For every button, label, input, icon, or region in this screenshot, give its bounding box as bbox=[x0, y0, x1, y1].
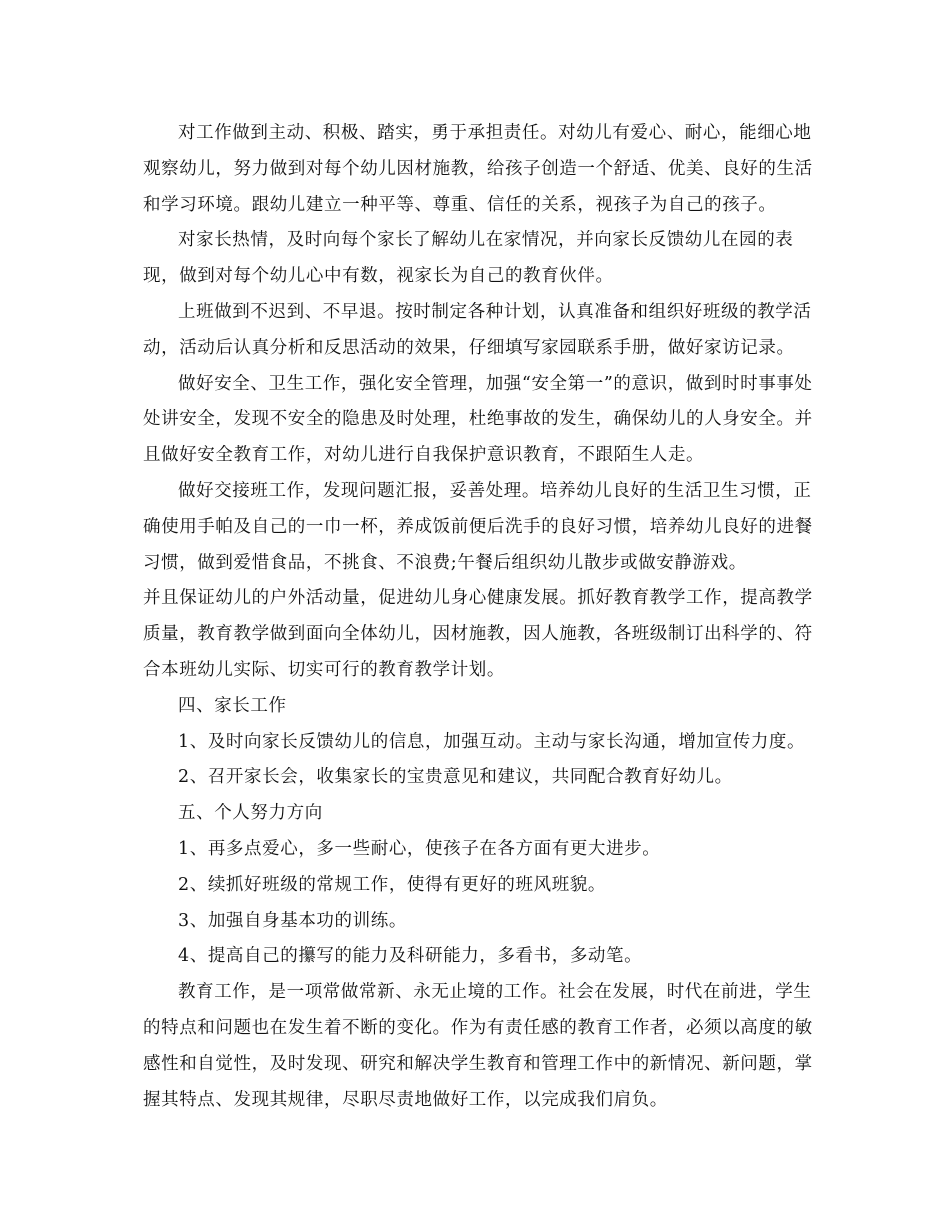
paragraph: 并且保证幼儿的户外活动量，促进幼儿身心健康发展。抓好教育教学工作，提高教学质量，教育教学做到面向全体幼儿，因材施教，因人施教，各班级制订出科学的、符合本班幼儿实际、切实可行的教育教学计划。 bbox=[143, 588, 813, 680]
list-item: 3、加强自身基本功的训练。 bbox=[178, 910, 407, 931]
list-item: 2、召开家长会，收集家长的宝贵意见和建议，共同配合教育好幼儿。 bbox=[178, 767, 733, 788]
paragraph: 对家长热情，及时向每个家长了解幼儿在家情况，并向家长反馈幼儿在园的表现，做到对每个幼儿心中有数，视家长为自己的教育伙伴。 bbox=[143, 230, 794, 287]
paragraph: 教育工作，是一项常做常新、永无止境的工作。社会在发展，时代在前进，学生的特点和问题也在发生着不断的变化。作为有责任感的教育工作者，必须以高度的敏感性和自觉性，及时发现、研究和解决学生教育和管理工作中的新情况、新问题，掌握其特点、发现其规律，尽职尽责地做好工作，以完成我们肩负。 bbox=[143, 982, 813, 1110]
paragraph: 做好交接班工作，发现问题汇报，妥善处理。培养幼儿良好的生活卫生习惯，正确使用手帕及自己的一巾一杯，养成饭前便后洗手的良好习惯，培养幼儿良好的进餐习惯，做到爱惜食品，不挑食、不浪费;午餐后组织幼儿散步或做安静游戏。 bbox=[143, 480, 813, 573]
section-heading: 四、家长工作 bbox=[178, 695, 287, 716]
section-heading: 五、个人努力方向 bbox=[178, 803, 323, 824]
document-body bbox=[143, 116, 823, 1118]
list-item: 4、提高自己的攥写的能力及科研能力，多看书，多动笔。 bbox=[178, 946, 643, 967]
list-item: 1、再多点爱心，多一些耐心，使孩子在各方面有更大进步。 bbox=[178, 838, 661, 859]
list-item: 2、续抓好班级的常规工作，使得有更好的班风班貌。 bbox=[178, 874, 607, 895]
paragraph: 对工作做到主动、积极、踏实，勇于承担责任。对幼儿有爱心、耐心，能细心地观察幼儿，努力做到对每个幼儿因材施教，给孩子创造一个舒适、优美、良好的生活和学习环境。跟幼儿建立一种平等、尊重、信任的关系，视孩子为自己的孩子。 bbox=[143, 123, 813, 215]
paragraph: 做好安全、卫生工作，强化安全管理，加强“安全第一”的意识，做到时时事事处处讲安全，发现不安全的隐患及时处理，杜绝事故的发生，确保幼儿的人身安全。并且做好安全教育工作，对幼儿进行自我保护意识教育，不跟陌生人走。 bbox=[143, 373, 813, 466]
list-item: 1、及时向家长反馈幼儿的信息，加强互动。主动与家长沟通，增加宣传力度。 bbox=[178, 731, 806, 752]
paragraph: 上班做到不迟到、不早退。按时制定各种计划，认真准备和组织好班级的教学活动，活动后认真分析和反思活动的效果，仔细填写家园联系手册，做好家访记录。 bbox=[143, 301, 812, 358]
